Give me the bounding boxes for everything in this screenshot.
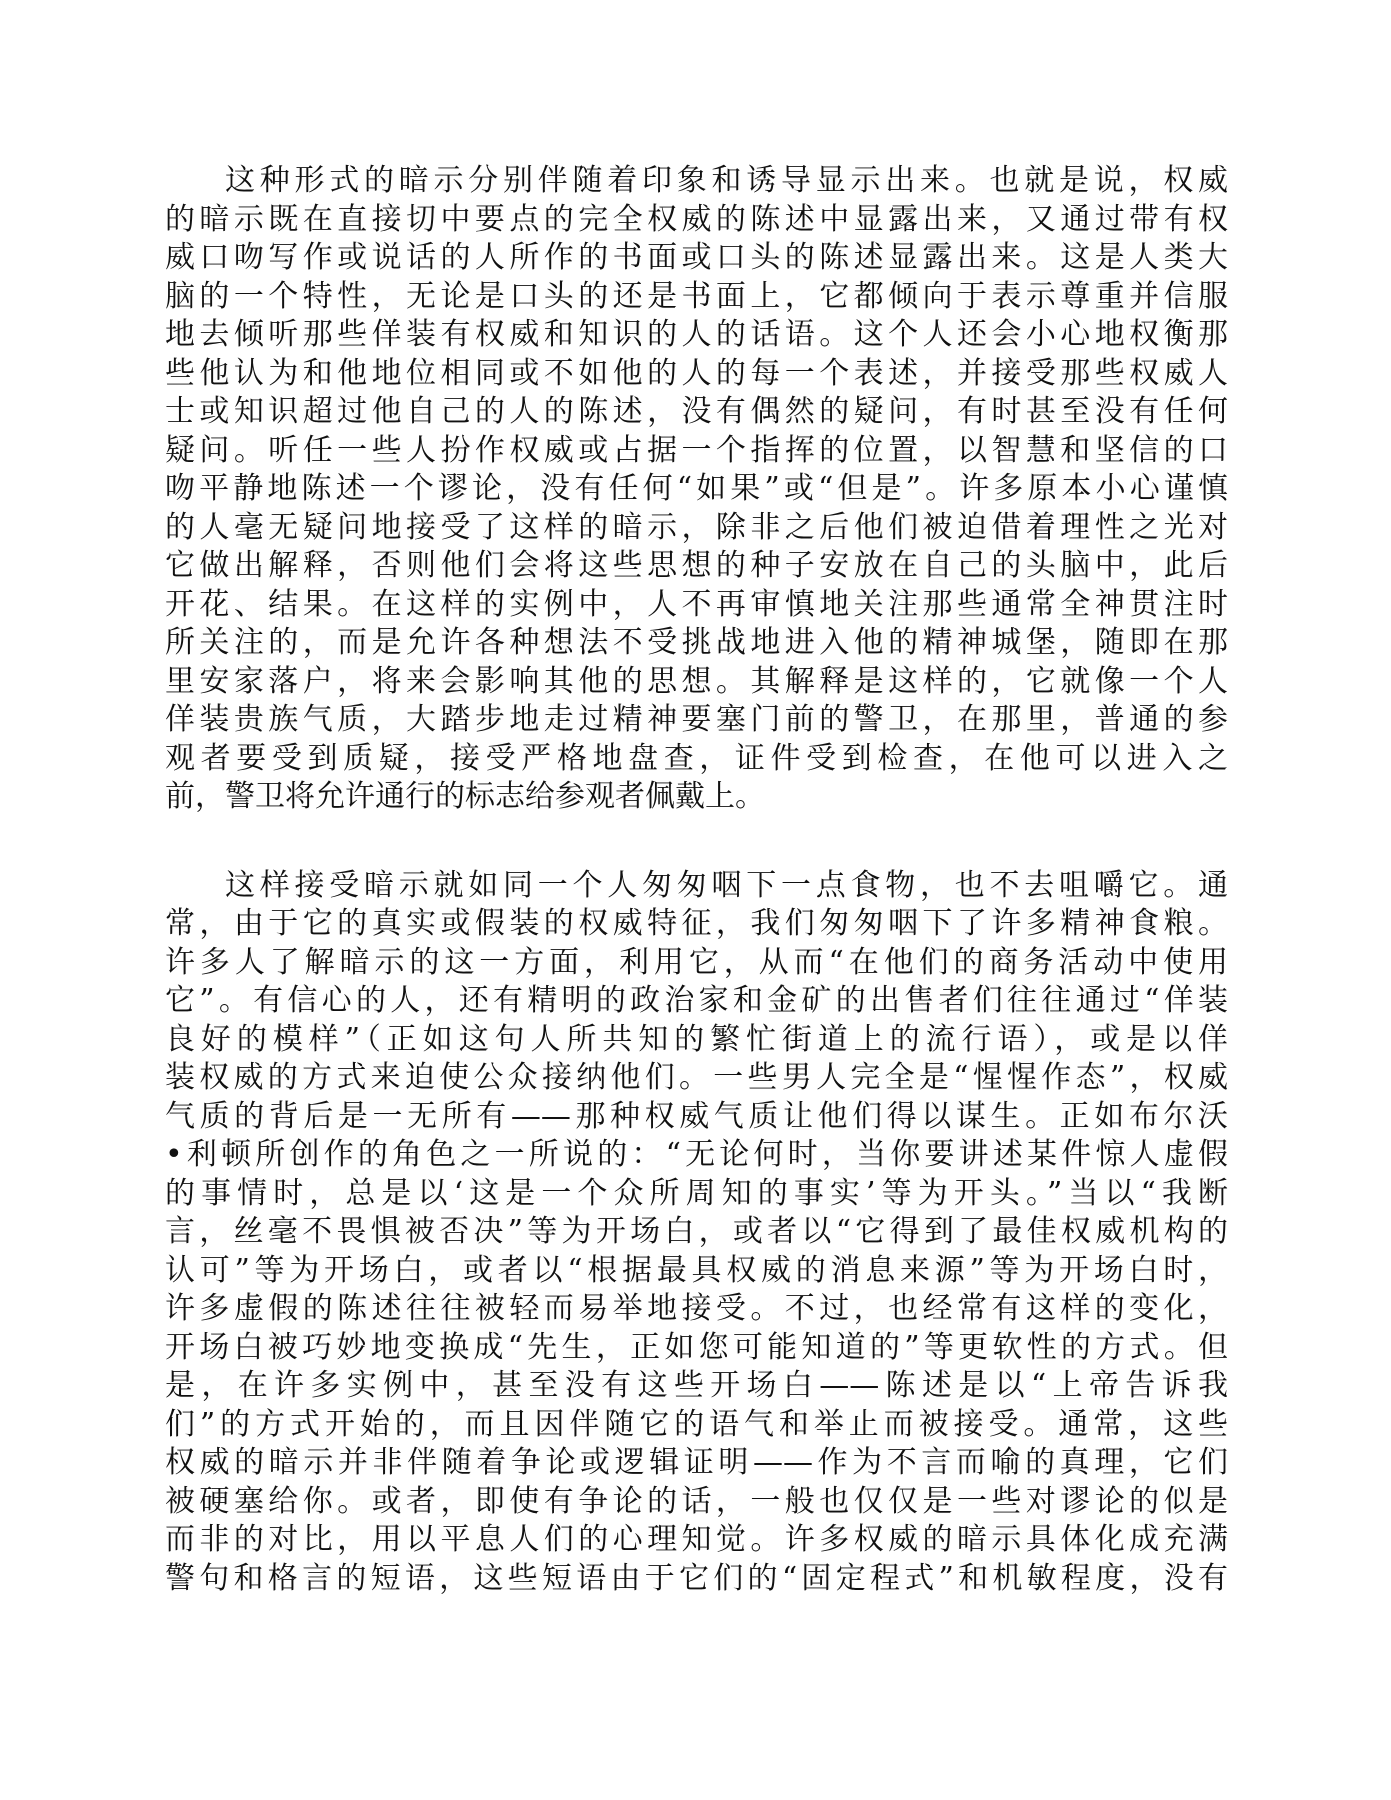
text-line: 装权威的方式来迫使公众接纳他们。一些男人完全是“惺惺作态”，权威 [165,1060,1228,1095]
text-line: 许多人了解暗示的这一方面，利用它，从而“在他们的商务活动中使用 [165,944,1228,980]
paragraph-1 [165,162,1228,817]
text-line: 前，警卫将允许通行的标志给参观者佩戴上。 [165,779,765,814]
text-line: 们”的方式开始的，而且因伴随它的语气和举止而被接受。通常，这些 [165,1406,1228,1442]
text-line: 吻平静地陈述一个谬论，没有任何“如果”或“但是”。许多原本小心谨慎 [165,471,1228,506]
text-line: 的事情时，总是以‘这是一个众所周知的事实’等为开头。”当以“我断 [165,1175,1228,1211]
paragraph-2 [165,867,1228,1599]
text-line: 所关注的，而是允许各种想法不受挑战地进入他的精神城堡，随即在那 [165,625,1228,660]
text-line: 权威的暗示并非伴随着争论或逻辑证明——作为不言而喻的真理，它们 [165,1445,1228,1480]
text-line: 许多虚假的陈述往往被轻而易举地接受。不过，也经常有这样的变化， [165,1291,1228,1326]
text-line: 而非的对比，用以平息人们的心理知觉。许多权威的暗示具体化成充满 [165,1522,1228,1557]
text-line: 佯装贵族气质，大踏步地走过精神要塞门前的警卫，在那里，普通的参 [165,702,1228,737]
text-line: 是，在许多实例中，甚至没有这些开场白——陈述是以“上帝告诉我 [165,1368,1228,1403]
text-line: 这种形式的暗示分别伴随着印象和诱导显示出来。也就是说，权威 [225,163,1228,198]
text-line: 言，丝毫不畏惧被否决”等为开场白，或者以“它得到了最佳权威机构的 [165,1214,1228,1249]
text-line: 士或知识超过他自己的人的陈述，没有偶然的疑问，有时甚至没有任何 [165,394,1228,429]
text-line: 这样接受暗示就如同一个人匆匆咽下一点食物，也不去咀嚼它。通 [225,867,1228,903]
text-line: 地去倾听那些佯装有权威和知识的人的话语。这个人还会小心地权衡那 [165,317,1228,352]
text-line: 被硬塞给你。或者，即使有争论的话，一般也仅仅是一些对谬论的似是 [165,1483,1228,1519]
text-line: 它做出解释，否则他们会将这些思想的种子安放在自己的头脑中，此后 [165,548,1228,583]
text-line: 警句和格言的短语，这些短语由于它们的“固定程式”和机敏程度，没有 [165,1560,1228,1596]
text-line: 良好的模样”（正如这句人所共知的繁忙街道上的流行语），或是以佯 [165,1021,1228,1057]
text-line: 的暗示既在直接切中要点的完全权威的陈述中显露出来，又通过带有权 [165,201,1228,237]
text-line: 威口吻写作或说话的人所作的书面或口头的陈述显露出来。这是人类大 [165,240,1228,275]
text-line: 开花、结果。在这样的实例中，人不再审慎地关注那些通常全神贯注时 [165,586,1228,622]
text-line: 脑的一个特性，无论是口头的还是书面上，它都倾向于表示尊重并信服 [165,278,1228,314]
text-line: 的人毫无疑问地接受了这样的暗示，除非之后他们被迫借着理性之光对 [165,509,1228,545]
text-line: 里安家落户，将来会影响其他的思想。其解释是这样的，它就像一个人 [165,663,1228,699]
text-line: •利顿所创作的角色之一所说的：“无论何时，当你要讲述某件惊人虚假 [165,1137,1228,1172]
text-line: 疑问。听任一些人扮作权威或占据一个指挥的位置，以智慧和坚信的口 [165,432,1228,468]
text-line: 认可”等为开场白，或者以“根据最具权威的消息来源”等为开场白时， [165,1252,1228,1288]
text-line: 气质的背后是一无所有——那种权威气质让他们得以谋生。正如布尔沃 [165,1098,1228,1134]
text-line: 它”。有信心的人，还有精明的政治家和金矿的出售者们往往通过“佯装 [165,983,1228,1018]
document-page [165,162,1228,1598]
text-line: 常，由于它的真实或假装的权威特征，我们匆匆咽下了许多精神食粮。 [165,906,1228,941]
text-line: 些他认为和他地位相同或不如他的人的每一个表述，并接受那些权威人 [165,355,1228,391]
text-line: 观者要受到质疑，接受严格地盘查，证件受到检查，在他可以进入之 [165,740,1228,776]
paragraph-spacer [165,817,1228,867]
text-line: 开场白被巧妙地变换成“先生，正如您可能知道的”等更软性的方式。但 [165,1329,1228,1365]
